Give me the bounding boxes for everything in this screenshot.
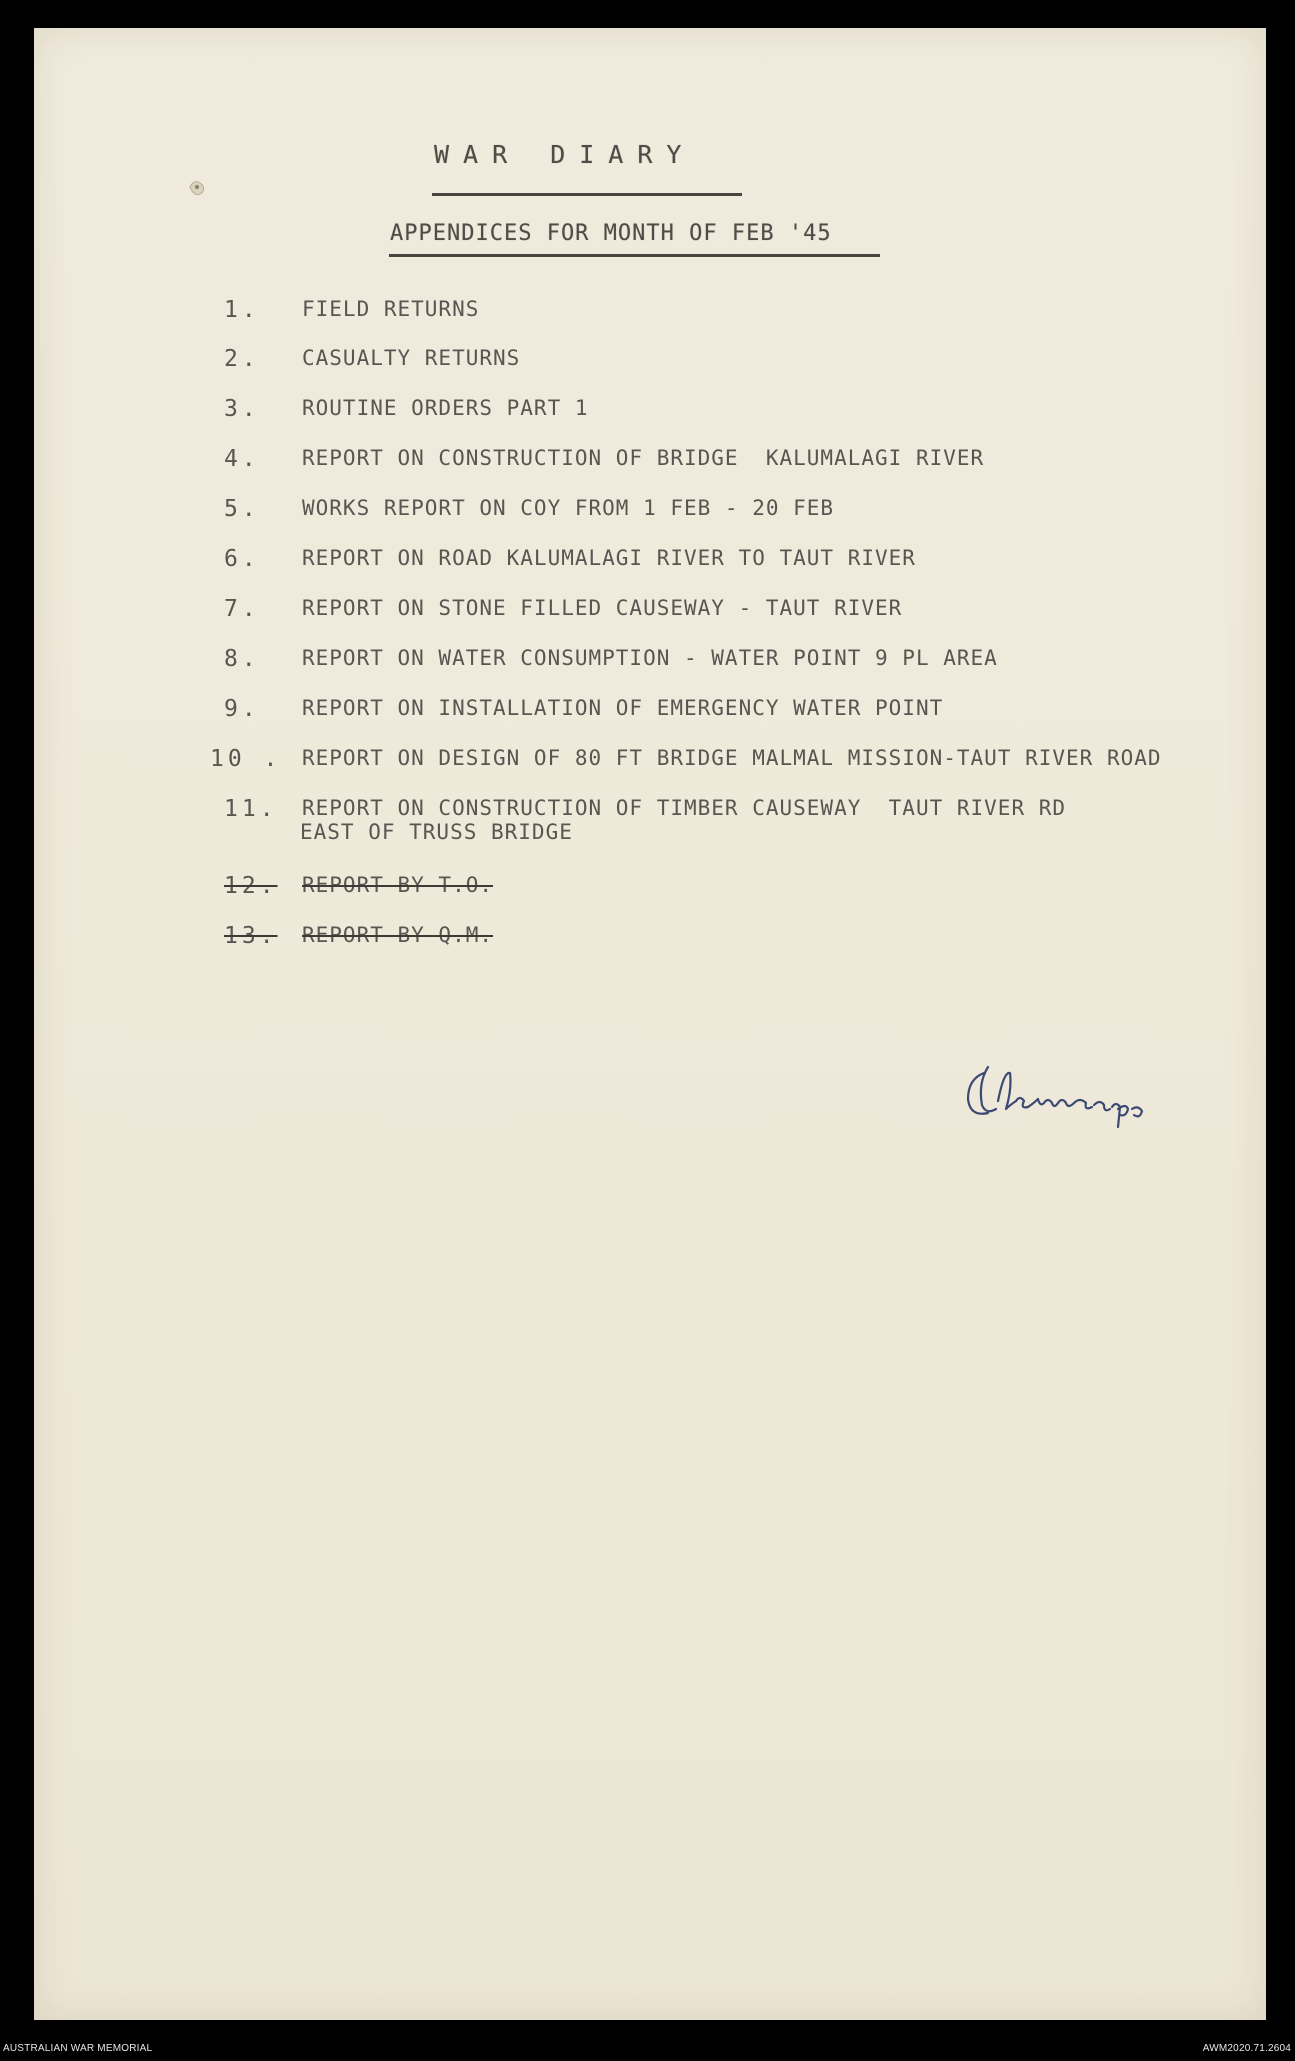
title-underline xyxy=(432,193,742,196)
appendix-item-number: 7. xyxy=(224,596,260,622)
appendix-item-text: REPORT ON CONSTRUCTION OF TIMBER CAUSEWAY TAUT RIVER RD xyxy=(302,796,1067,820)
appendix-item-text: REPORT ON STONE FILLED CAUSEWAY - TAUT RIVER xyxy=(302,596,903,620)
appendix-item-number: 2. xyxy=(224,346,260,372)
signature xyxy=(954,1043,1194,1153)
appendix-item-number: 4. xyxy=(224,446,260,472)
appendix-item-text: ROUTINE ORDERS PART 1 xyxy=(302,396,589,420)
appendix-item-number: 5. xyxy=(224,496,260,522)
appendix-item-text: REPORT BY T.O. xyxy=(302,873,494,897)
document-subtitle: APPENDICES FOR MONTH OF FEB '45 xyxy=(390,221,832,246)
appendix-item-number: 11. xyxy=(224,796,278,822)
appendix-item-number: 10 . xyxy=(210,746,282,772)
appendix-item-number: 13. xyxy=(224,923,278,949)
appendix-item-text: REPORT ON DESIGN OF 80 FT BRIDGE MALMAL MISSION-TAUT RIVER ROAD xyxy=(302,746,1162,770)
appendix-item-text: REPORT BY Q.M. xyxy=(302,923,494,947)
appendix-item-number: 8. xyxy=(224,646,260,672)
appendix-item-text-continued: EAST OF TRUSS BRIDGE xyxy=(300,820,573,844)
footer-source-label: AUSTRALIAN WAR MEMORIAL xyxy=(3,2043,153,2054)
subtitle-underline xyxy=(389,254,880,257)
appendix-item-text: REPORT ON CONSTRUCTION OF BRIDGE KALUMALAGI RIVER xyxy=(302,446,985,470)
appendix-item-text: REPORT ON WATER CONSUMPTION - WATER POINT 9 PL AREA xyxy=(302,646,998,670)
appendix-item-text: WORKS REPORT ON COY FROM 1 FEB - 20 FEB xyxy=(302,496,835,520)
punch-hole-mark xyxy=(184,173,212,201)
appendix-item-text: REPORT ON INSTALLATION OF EMERGENCY WATER POINT xyxy=(302,696,944,720)
appendix-item-number: 12. xyxy=(224,873,278,899)
document-title: WAR DIARY xyxy=(434,140,696,169)
appendix-item-text: FIELD RETURNS xyxy=(302,297,480,321)
appendix-item-text: CASUALTY RETURNS xyxy=(302,346,521,370)
appendix-item-number: 1. xyxy=(224,297,260,323)
footer-reference-number: AWM2020.71.2604 xyxy=(1202,2043,1291,2054)
appendix-item-text: REPORT ON ROAD KALUMALAGI RIVER TO TAUT RIVER xyxy=(302,546,916,570)
document-page xyxy=(34,28,1266,2020)
appendix-item-number: 3. xyxy=(224,396,260,422)
appendix-item-number: 9. xyxy=(224,696,260,722)
appendix-item-number: 6. xyxy=(224,546,260,572)
